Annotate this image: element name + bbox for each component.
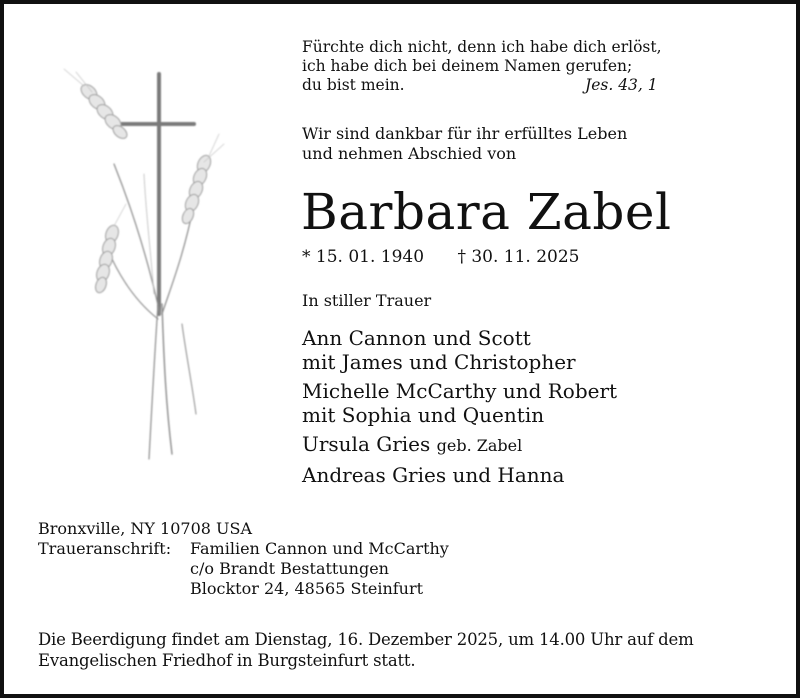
address-spacer	[38, 559, 190, 579]
mourning-label: In stiller Trauer	[302, 291, 432, 310]
family-list	[302, 326, 617, 492]
residence-city: Bronxville, NY 10708 USA	[38, 519, 253, 538]
address-row	[38, 579, 449, 599]
family-line: Andreas Gries und Hanna	[302, 463, 565, 487]
life-dates	[302, 246, 580, 268]
funeral-line: Evangelischen Friedhof in Burgsteinfurt statt.	[38, 651, 416, 670]
funeral-info	[38, 629, 694, 671]
deceased-name: Barbara Zabel	[301, 183, 672, 241]
family-line: Ann Cannon und Scott	[302, 326, 531, 350]
family-line: mit Sophia und Quentin	[302, 403, 545, 427]
mourning-address-label: Traueranschrift:	[38, 539, 172, 558]
address-block	[38, 519, 449, 599]
family-group	[302, 379, 617, 427]
address-spacer	[38, 579, 190, 599]
intro-text	[302, 124, 627, 164]
family-line: mit James und Christopher	[302, 350, 576, 374]
birth-date: * 15. 01. 1940	[302, 247, 425, 267]
verse-line: Fürchte dich nicht, denn ich habe dich erlöst,	[302, 38, 662, 56]
intro-line: und nehmen Abschied von	[302, 144, 517, 163]
address-line: c/o Brandt Bestattungen	[190, 559, 389, 578]
verse-reference: Jes. 43, 1	[585, 76, 658, 94]
family-line: Michelle McCarthy und Robert	[302, 379, 618, 403]
bible-verse	[302, 38, 662, 95]
maiden-name-note: geb. Zabel	[436, 436, 523, 455]
intro-line: Wir sind dankbar für ihr erfülltes Leben	[302, 124, 628, 143]
verse-line: du bist mein.	[302, 76, 405, 94]
family-member-name: Ursula Gries	[302, 432, 431, 456]
funeral-line: Die Beerdigung findet am Dienstag, 16. Dezember 2025, um 14.00 Uhr auf dem	[38, 630, 694, 649]
verse-line: ich habe dich bei deinem Namen gerufen;	[302, 57, 633, 75]
family-group	[302, 326, 617, 374]
address-row	[38, 559, 449, 579]
family-group	[302, 432, 617, 458]
mourning-address-row	[38, 539, 449, 559]
cross-with-wheat-icon	[54, 64, 234, 464]
address-line: Blocktor 24, 48565 Steinfurt	[190, 579, 424, 598]
address-line: Familien Cannon und McCarthy	[190, 539, 449, 558]
family-group	[302, 463, 617, 487]
death-date: † 30. 11. 2025	[457, 247, 580, 267]
